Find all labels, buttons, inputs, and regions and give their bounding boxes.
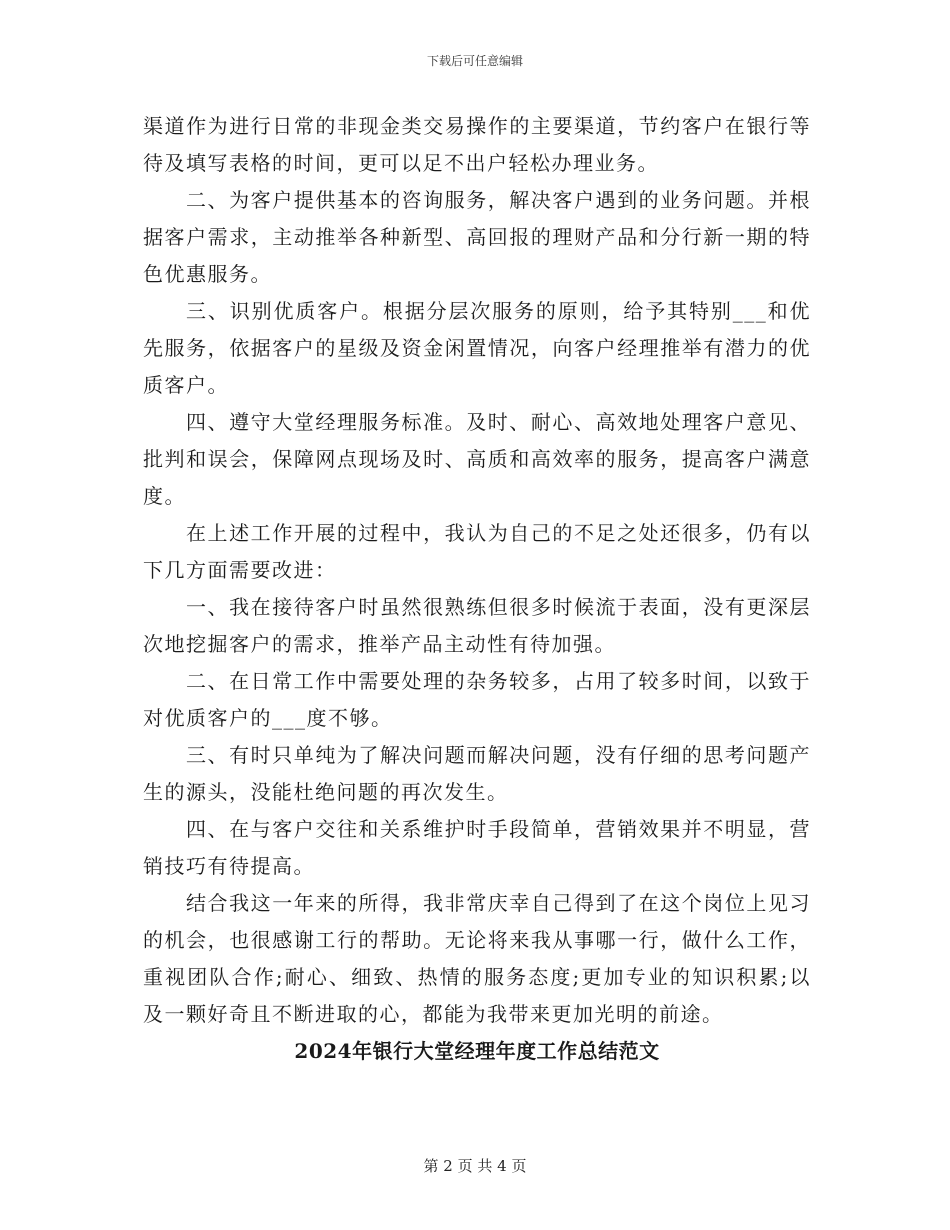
page-number: 第 2 页 共 4 页	[423, 1157, 527, 1175]
paragraph: 三、识别优质客户。根据分层次服务的原则，给予其特别___和优先服务，依据客户的星级及资金闲置情况，向客户经理推举有潜力的优质客户。	[143, 299, 811, 397]
document-body	[143, 108, 811, 1070]
document-title: 2024年银行大堂经理年度工作总结范文	[294, 1039, 660, 1063]
paragraph: 在上述工作开展的过程中，我认为自己的不足之处还很多，仍有以下几方面需要改进：	[143, 521, 811, 582]
paragraph: 一、我在接待客户时虽然很熟练但很多时候流于表面，没有更深层次地挖掘客户的需求，推举产品主动性有待加强。	[143, 595, 811, 656]
paragraph: 二、为客户提供基本的咨询服务，解决客户遇到的业务问题。并根据客户需求，主动推举各种新型、高回报的理财产品和分行新一期的特色优惠服务。	[143, 188, 811, 286]
paragraph: 渠道作为进行日常的非现金类交易操作的主要渠道，节约客户在银行等待及填写表格的时间，更可以足不出户轻松办理业务。	[143, 114, 811, 175]
paragraph: 二、在日常工作中需要处理的杂务较多，占用了较多时间，以致于对优质客户的___度不够。	[143, 669, 811, 730]
paragraph: 结合我这一年来的所得，我非常庆幸自己得到了在这个岗位上见习的机会，也很感谢工行的帮助。无论将来我从事哪一行，做什么工作，重视团队合作;耐心、细致、热情的服务态度;更加专业的知识积累;以及一颗好奇且不断进取的心，都能为我带来更加光明的前途。	[143, 891, 811, 1026]
paragraph: 四、遵守大堂经理服务标准。及时、耐心、高效地处理客户意见、批判和误会，保障网点现场及时、高质和高效率的服务，提高客户满意度。	[143, 410, 811, 508]
page-header: 下载后可任意编辑	[426, 54, 523, 68]
paragraph: 四、在与客户交往和关系维护时手段简单，营销效果并不明显，营销技巧有待提高。	[143, 817, 811, 878]
paragraph: 三、有时只单纯为了解决问题而解决问题，没有仔细的思考问题产生的源头，没能杜绝问题的再次发生。	[143, 743, 811, 804]
